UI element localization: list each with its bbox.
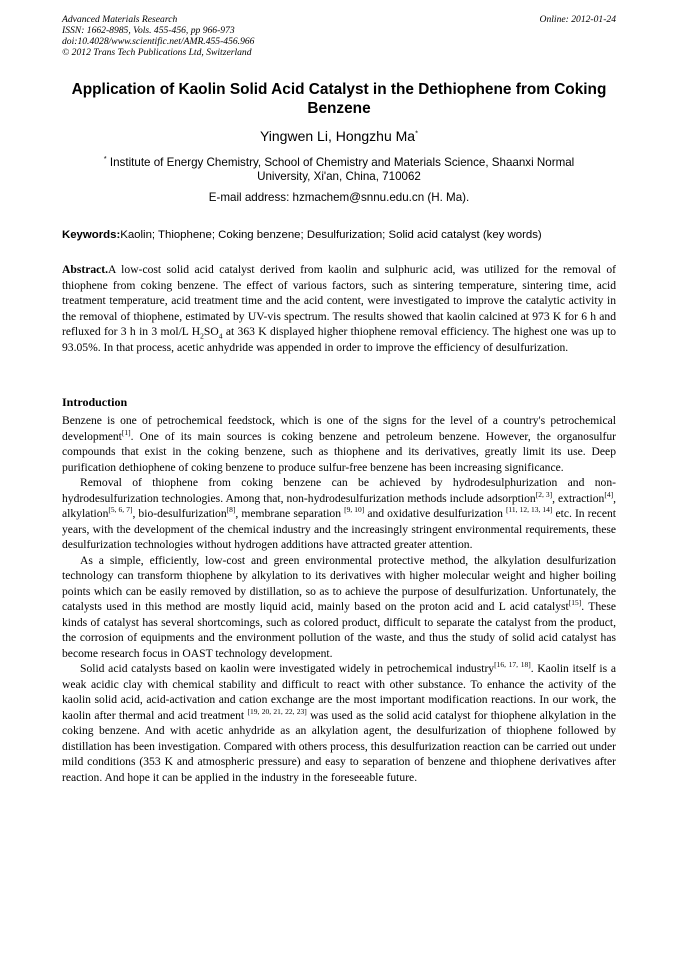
- intro-paragraph-2: [62, 475, 616, 553]
- citation-ref: [4]: [604, 489, 614, 499]
- paper-title: Application of Kaolin Solid Acid Catalyst in the Dethiophene from Coking Benzene: [71, 81, 607, 117]
- copyright-line: © 2012 Trans Tech Publications Ltd, Switzerland: [62, 47, 252, 58]
- issn-line: ISSN: 1662-8985, Vols. 455-456, pp 966-973: [62, 25, 235, 36]
- abstract-label: Abstract.: [62, 263, 109, 276]
- p2-text-b: , extraction: [552, 491, 605, 505]
- affiliation-mark: *: [103, 154, 107, 164]
- corresponding-mark: *: [415, 128, 419, 138]
- citation-ref: [9, 10]: [344, 505, 365, 515]
- affiliation-text: Institute of Energy Chemistry, School of Chemistry and Materials Science, Shaanxi Normal University, Xi'an, China, 710062: [109, 156, 575, 183]
- citation-ref: [1]: [121, 427, 131, 437]
- authors-text: Yingwen Li, Hongzhu Ma: [259, 128, 416, 144]
- citation-ref: [19, 20, 21, 22, 23]: [247, 706, 307, 716]
- journal-name: Advanced Materials Research: [62, 14, 178, 25]
- p1-text-a: Benzene is one of petrochemical feedstock, which is one of the signs for the level of a country's petrochemical development: [62, 414, 616, 443]
- subscript-4: 4: [218, 331, 223, 341]
- p2-text-d: , bio-desulfurization: [132, 507, 227, 520]
- intro-paragraph-3: [62, 553, 616, 662]
- citation-ref: [2, 3]: [535, 489, 553, 499]
- keywords-label: Keywords:: [62, 229, 121, 241]
- p2-text-a: Removal of thiophene from coking benzene can be achieved by hydrodesulphurization and non-hydrodesulfurization technologies. Among that, non-hydrodesulfurization methods include adsorption: [62, 476, 616, 505]
- affiliation: [80, 156, 598, 184]
- citation-ref: [5, 6, 7]: [108, 505, 133, 515]
- subscript-2: 2: [200, 331, 204, 341]
- email-line: E-mail address: hzmachem@snnu.edu.cn (H. Ma).: [208, 191, 470, 204]
- p2-text-c: , alkylation: [62, 491, 617, 520]
- doi-line: doi:10.4028/www.scientific.net/AMR.455-456.966: [62, 36, 255, 47]
- p2-text-g: etc. In recent years, with the development of the chemical industry and the increasingly stringent environmental requirements, these desulfurization technologies without hydrogen additions have attracted greater attention.: [62, 507, 616, 551]
- abstract-text-b: SO: [203, 325, 219, 338]
- p4-text-c: was used as the solid acid catalyst for thiophene alkylation in the coking benzene. And with acetic anhydride as an alkylation agent, the desulfurization of thiophene followed by distillation has been investigation. Compared with others process, this desulfurization reaction can be carried out under mild conditions (353 K and atmospheric pressure) and easy to separation of benzene and thiophene derivatives after reaction. And hope it can be applied in the industry in the foreseeable future.: [62, 708, 617, 784]
- intro-paragraph-4: [62, 661, 616, 785]
- p4-text-a: Solid acid catalysts based on kaolin were investigated widely in petrochemical industry: [80, 662, 495, 675]
- p4-text-b: . Kaolin itself is a weak acidic clay with chemical stability and difficult to react with other substance. To enhance the activity of the kaolin solid acid, acid-activation and cation exchange are the most important modification reactions. In our work, the kaolin after thermal and acid treatment: [62, 662, 616, 722]
- abstract-text-c: at 363 K displayed higher thiophene removal efficiency. The highest one was up to 93.05%. In that process, acetic anhydride was appended in order to improve the efficiency of desulfurization.: [62, 325, 617, 354]
- keywords-text: Kaolin; Thiophene; Coking benzene; Desulfurization; Solid acid catalyst (key words): [120, 229, 542, 241]
- p2-text-e: , membrane separation: [235, 507, 345, 520]
- keywords-line: [62, 228, 616, 242]
- introduction-body: [62, 413, 616, 785]
- p2-text-f: and oxidative desulfurization: [364, 507, 506, 520]
- abstract-text-a: A low-cost solid acid catalyst derived from kaolin and sulphuric acid, was utilized for the removal of thiophene from coking benzene. The effect of various factors, such as sintering temperature, sintering time, acid treatment temperature, acid treatment time and the acid content, were investigated to improve the catalytic activity in the removal of thiophene, estimated by UV-vis spectrum. The results showed that kaolin calcined at 973 K for 6 h and refluxed for 3 h in 3 mol/L H: [62, 263, 616, 338]
- citation-ref: [15]: [568, 598, 582, 608]
- author-list: [62, 127, 616, 145]
- citation-ref: [8]: [226, 505, 236, 515]
- p3-text-a: As a simple, efficiently, low-cost and green environmental protective method, the alkylation desulfurization technology can transform thiophene by alkylation to its derivatives with higher molecular weight and higher boiling points which can be easily removed by distillation, so as to achieve the purpose of desulfurization. Unfortunately, the catalysts used in this method are mostly liquid acid, mainly based on the proton acid and L acid catalyst: [62, 553, 616, 613]
- p1-text-b: . One of its main sources is coking benzene and petroleum benzene. However, the organosulfur compounds that exist in the coking benzene, such as thiophene and its derivatives, greatly limit its use. Deep purification dethiophene of coking benzene to produce sulfur-free benzene has been increasing significance.: [62, 429, 616, 474]
- online-date: Online: 2012-01-24: [539, 14, 616, 25]
- abstract: [62, 262, 616, 355]
- p3-text-b: . These kinds of catalyst has several shortcomings, such as colored product, difficult to separate the catalyst from the product, the corrosion of equipments and the environment pollution of the waste, and thus the study of solid acid catalyst has become research focus in OAST technology development.: [62, 600, 616, 660]
- introduction-heading: Introduction: [62, 395, 128, 409]
- intro-paragraph-1: [62, 413, 616, 475]
- citation-ref: [16, 17, 18]: [494, 660, 531, 670]
- journal-header: [62, 14, 616, 58]
- citation-ref: [11, 12, 13, 14]: [505, 505, 553, 515]
